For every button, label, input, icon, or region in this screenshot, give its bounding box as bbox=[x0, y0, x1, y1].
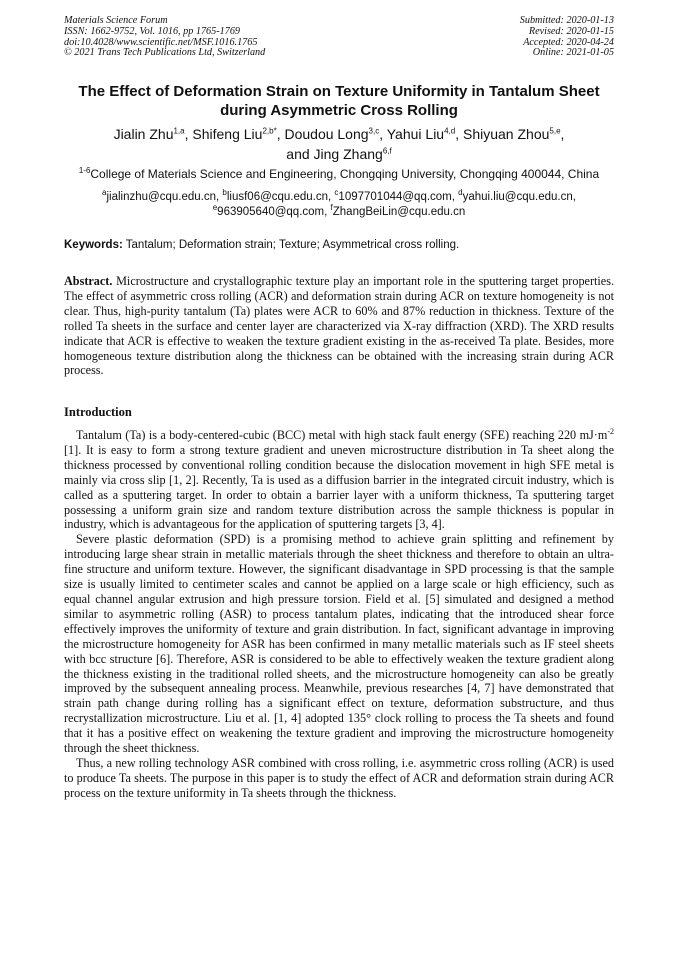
author-name: Yahui Liu bbox=[386, 126, 445, 142]
author-name: Doudou Long bbox=[284, 126, 369, 142]
paragraph: Thus, a new rolling technology ASR combined with cross rolling, i.e. asymmetric cross rolling (ACR) is used to produce Ta sheets. The purpose in this paper is to study the effect of ACR and deformation strain during ACR process on the texture uniformity in Ta sheets through the thickness. bbox=[64, 755, 614, 800]
email-link[interactable]: ZhangBeiLin@cqu.edu.cn bbox=[332, 206, 466, 218]
author-sup: 6,f bbox=[382, 146, 392, 156]
email-sup: b bbox=[222, 188, 227, 198]
author-sup: 5,e bbox=[549, 126, 561, 136]
email-link[interactable]: liusf06@cqu.edu.cn, bbox=[226, 191, 335, 203]
keywords bbox=[64, 238, 614, 253]
email-sup: e bbox=[212, 203, 218, 213]
author-list bbox=[50, 124, 628, 164]
author-sup: 4,d bbox=[444, 126, 456, 136]
author-name: Shiyuan Zhou bbox=[463, 126, 550, 142]
paragraph: Severe plastic deformation (SPD) is a promising method to achieve grain splitting and refinement by introducing large shear strain in metallic materials through the sheet thickness and therefore to obtain an ultra-fine structure and uniform texture. However, the significant disadvantage in SPD processing is that the sample size is usually limited to centimeter scales and cannot be applied on a large scale or high efficiency, such as equal channel angular extrusion and high pressure torsion. Field et al. [5] simulated and designed a method similar to asymmetric rolling (ASR) to process tantalum plates, indicating that the introduced shear force effectively improves the uniformity of texture and grain distribution. In fact, significant advantage in improving the microstructure homogeneity for ASR has been confirmed in many metallic materials such as IF steel sheets with bcc structure [6]. Therefore, ASR is considered to be able to effectively weaken the texture gradient along the thickness existing in the traditional rolled sheets, and the microstructure homogeneity can also be greatly improved by the subsequent annealing process. Meanwhile, previous researches [4, 7] have demonstrated that strain path change during rolling has a significant effect on texture, deformation substructure, and thus recrystallization microstructure. Liu et al. [1, 4] adopted 135° clock rolling to process the Ta sheets and found that it has a positive effect on weakening the texture gradient and improving the microstructure homogeneity through the sheet thickness. bbox=[64, 532, 614, 756]
author-sup: 2,b* bbox=[262, 126, 277, 136]
publication-dates bbox=[520, 16, 614, 59]
abstract bbox=[64, 274, 614, 378]
paragraph-text: [1]. It is easy to form a strong texture gradient and uneven microstructure distribution in Ta sheet along the thickness processed by conventional rolling condition because the dislocation movement in high SFE metal is mainly via cross slip [1, 2]. Recently, Ta is used as a diffusion barrier in the integrated circuit industry, which is called as a sputtering target. In order to obtain a barrier layer with a uniform thickness, Ta sputtering target possessing a uniform grain size and random texture distribution across the sample thickness is popular in industry, which is advantageous for the application of sputtering targets [3, 4]. bbox=[64, 442, 614, 532]
author-sup: 1,a bbox=[173, 126, 185, 136]
email-list bbox=[50, 190, 628, 220]
author-name: Shifeng Liu bbox=[192, 126, 263, 142]
author-sep: , bbox=[560, 126, 565, 142]
author-sep: , bbox=[276, 126, 285, 142]
paper-title: The Effect of Deformation Strain on Texture Uniformity in Tantalum Sheet during Asymmetric Cross Rolling bbox=[78, 83, 600, 119]
section-heading-introduction: Introduction bbox=[64, 405, 132, 419]
email-sup: d bbox=[458, 188, 463, 198]
author-name: Jialin Zhu bbox=[113, 126, 174, 142]
email-sup: c bbox=[334, 188, 339, 198]
abstract-text: Microstructure and crystallographic texture play an important role in the sputtering target properties. The effect of asymmetric cross rolling (ACR) and deformation strain during ACR on texture homogeneity is not clear. Thus, high-purity tantalum (Ta) plates were ACR to 60% and 87% reduction in thickness. Texture of the rolled Ta sheets in the surface and center layer are characterized via X-ray diffraction (XRD). The XRD results indicate that ACR is effective to weaken the texture gradient existing in the as-received Ta plate. Besides, more homogeneous texture distribution along the thickness can be obtained with the increasing strain during ACR process. bbox=[64, 274, 614, 378]
abstract-label: Abstract. bbox=[64, 274, 113, 288]
keywords-label: Keywords: bbox=[64, 239, 123, 251]
email-sup: f bbox=[330, 203, 333, 213]
journal-info bbox=[64, 16, 265, 59]
submitted-date: Submitted: 2020-01-13 bbox=[519, 15, 614, 26]
author-name: and Jing Zhang bbox=[286, 146, 383, 162]
email-link[interactable]: yahui.liu@cqu.edu.cn, bbox=[462, 191, 576, 203]
affiliation-text: College of Materials Science and Engineering, Chongqing University, Chongqing 400044, China bbox=[90, 167, 600, 181]
author-sep: , bbox=[379, 126, 387, 142]
author-sup: 3,c bbox=[368, 126, 380, 136]
paragraph bbox=[64, 428, 614, 532]
keywords-text: Tantalum; Deformation strain; Texture; Asymmetrical cross rolling. bbox=[122, 239, 460, 251]
email-sup: a bbox=[102, 188, 107, 198]
affiliation bbox=[50, 166, 628, 182]
email-link[interactable]: 1097701044@qq.com, bbox=[338, 191, 459, 203]
online-date: Online: 2021-01-05 bbox=[532, 47, 614, 59]
author-sep: , bbox=[184, 126, 193, 142]
author-sep: , bbox=[455, 126, 463, 142]
accepted-date: Accepted: 2020-04-24 bbox=[523, 36, 614, 48]
revised-date: Revised: 2020-01-15 bbox=[528, 25, 614, 37]
copyright-line: © 2021 Trans Tech Publications Ltd, Switzerland bbox=[64, 47, 266, 59]
doi-line: doi:10.4028/www.scientific.net/MSF.1016.1765 bbox=[64, 36, 258, 48]
email-link[interactable]: jialinzhu@cqu.edu.cn, bbox=[106, 191, 223, 203]
affiliation-sup: 1-6 bbox=[78, 166, 91, 175]
introduction-body bbox=[64, 428, 614, 801]
journal-name: Materials Science Forum bbox=[64, 15, 168, 26]
unit-exponent: -2 bbox=[607, 426, 614, 436]
email-link[interactable]: 963905640@qq.com, bbox=[217, 206, 331, 218]
issn-line: ISSN: 1662-9752, Vol. 1016, pp 1765-1769 bbox=[64, 25, 241, 37]
paragraph-text: Tantalum (Ta) is a body-centered-cubic (BCC) metal with high stack fault energy (SFE) reaching 220 mJ·m bbox=[76, 428, 608, 442]
